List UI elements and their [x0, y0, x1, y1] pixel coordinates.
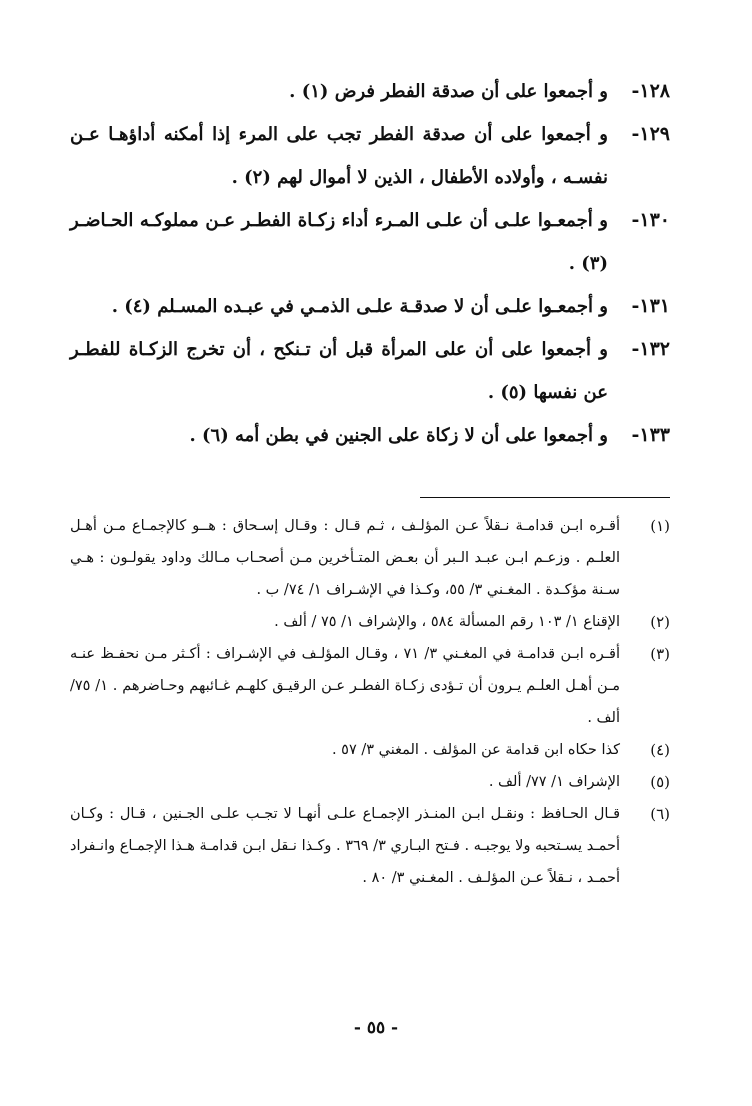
- item-text: و أجمعـوا علـى أن علـى المـرء أداء زكـاة الفطـر عـن مملوكـه الحـاضـر (٣) .: [70, 210, 608, 274]
- ijma-item: [70, 414, 670, 457]
- ijma-item: [70, 199, 670, 285]
- footnotes-list: [70, 510, 670, 894]
- ijma-item: [70, 70, 670, 113]
- footnote-text: كذا حكاه ابن قدامة عن المؤلف . المغني ٣/ ٥٧ .: [331, 742, 620, 758]
- footnote-number: (٢): [650, 613, 670, 631]
- item-text: و أجمعوا على أن لا زكاة على الجنين في بطن أمه (٦) .: [189, 425, 608, 446]
- footnote-text: الإشراف ١/ ٧٧/ ألف .: [488, 774, 620, 790]
- footnote-text: أقـره ابـن قدامـة نـقلاً عـن المؤلـف ، ثـم قـال : وقـال إسـحاق : هــو كالإجمـاع مـن أهـل العلـم . وزعـم ابـن عبـد الـبر أن بعـض المتـأخرين مـن أصحـاب مـالك وداود يقولـون : هـي سـنة مؤكـدة . المغـني ٣/ ٥٥، وكـذا في الإشـراف ١/ ٧٤/ ب .: [70, 518, 620, 598]
- ijma-item: [70, 285, 670, 328]
- footnote-separator: [420, 497, 670, 498]
- item-text: و أجمعوا على أن على المرأة قبل أن تـنكح ، أن تخرج الزكـاة للفطـر عن نفسها (٥) .: [70, 339, 608, 403]
- page-number: - ٥٥ -: [353, 1018, 399, 1038]
- item-number: ١٣٢-: [631, 338, 670, 360]
- item-number: ١٣١-: [631, 295, 670, 317]
- footnote-text: أقـره ابـن قدامـة في المغـني ٣/ ٧١ ، وقـال المؤلـف في الإشـراف : أكـثر مـن نحفـظ عنـه مـن أهـل العلـم يـرون أن تـؤدى زكـاة الفطـر عـن الرقيـق كلهـم غـائبهم وحـاضرهم . ١/ ٧٥/ ألف .: [70, 646, 621, 726]
- item-text: و أجمعوا على أن صدقة الفطر فرض (١) .: [289, 81, 608, 102]
- item-text: و أجمعـوا علـى أن لا صدقـة علـى الذمـي في عبـده المسـلم (٤) .: [111, 296, 608, 317]
- footnote: [70, 638, 670, 734]
- footnote-number: (٦): [650, 805, 670, 823]
- footnote: [70, 606, 670, 638]
- footnote-text: قـال الحـافظ : ونقـل ابـن المنـذر الإجمـاع علـى أنهـا لا تجـب علـى الجـنين ، قـال : وكـان أحمـد يسـتحبه ولا يوجبـه . فـتح البـاري ٣/ ٣٦٩ . وكـذا نـقل ابـن قدامـة هـذا الإجمـاع وانـفراد أحمـد ، نـقلاً عـن المؤلـف . المغـني ٣/ ٨٠ .: [69, 806, 620, 886]
- footnote-number: (٣): [650, 645, 670, 663]
- footnote-number: (١): [650, 517, 670, 535]
- ijma-item: [70, 328, 670, 414]
- footnote: [70, 798, 670, 894]
- footnote: [70, 766, 670, 798]
- footnote-number: (٤): [650, 741, 670, 759]
- footnote: [70, 510, 670, 606]
- footnote-text: الإقناع ١/ ١٠٣ رقم المسألة ٥٨٤ ، والإشراف ١/ ٧٥ / ألف .: [274, 614, 620, 630]
- ijma-items-list: [70, 70, 670, 457]
- footnote: [70, 734, 670, 766]
- item-number: ١٣٣-: [631, 424, 670, 446]
- footnote-number: (٥): [650, 773, 670, 791]
- item-number: ١٢٩-: [631, 123, 670, 145]
- item-number: ١٢٨-: [631, 80, 670, 102]
- item-number: ١٣٠-: [631, 209, 670, 231]
- item-text: و أجمعوا على أن صدقة الفطر تجب على المرء إذا أمكنه أداؤهـا عـن نفسـه ، وأولاده الأطفال ، الذين لا أموال لهم (٢) .: [70, 124, 608, 188]
- ijma-item: [70, 113, 670, 199]
